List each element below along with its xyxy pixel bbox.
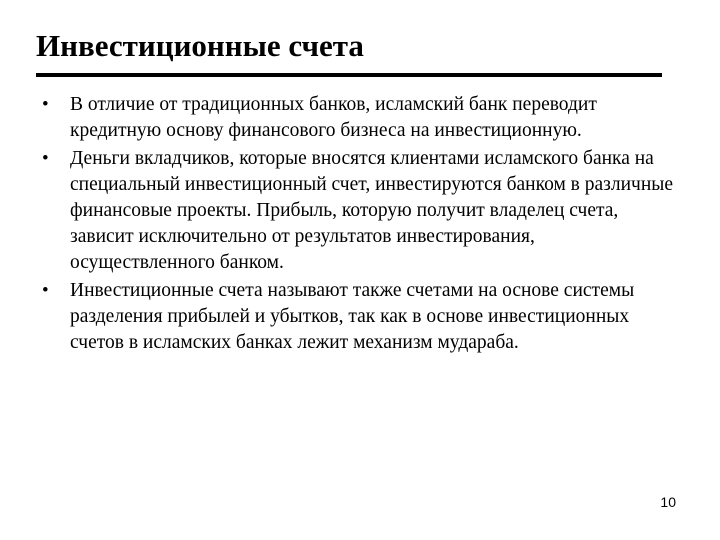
bullet-item [36,146,676,276]
bullet-marker-icon: • [42,280,49,301]
bullet-item [36,278,676,356]
page-number: 10 [660,494,676,510]
slide-title: Инвестиционные счета [36,28,364,63]
bullet-item [36,92,676,144]
bullet-list [36,92,676,358]
title-underline [36,73,662,77]
bullet-text: Деньги вкладчиков, которые вносятся клиентами исламского банка на специальный инвестиционный счет, инвестируются банком в различные финансовые проекты. Прибыль, которую получит владелец счета, зависит исключительно от результатов инвестирования, осуществленного банком. [70,148,674,273]
bullet-text: Инвестиционные счета называют также счетами на основе системы разделения прибылей и убытков, так как в основе инвестиционных счетов в исламских банках лежит механизм мудараба. [70,280,635,353]
bullet-marker-icon: • [42,148,49,169]
bullet-marker-icon: • [42,94,49,115]
bullet-text: В отличие от традиционных банков, исламский банк переводит кредитную основу финансового бизнеса на инвестиционную. [70,94,597,141]
